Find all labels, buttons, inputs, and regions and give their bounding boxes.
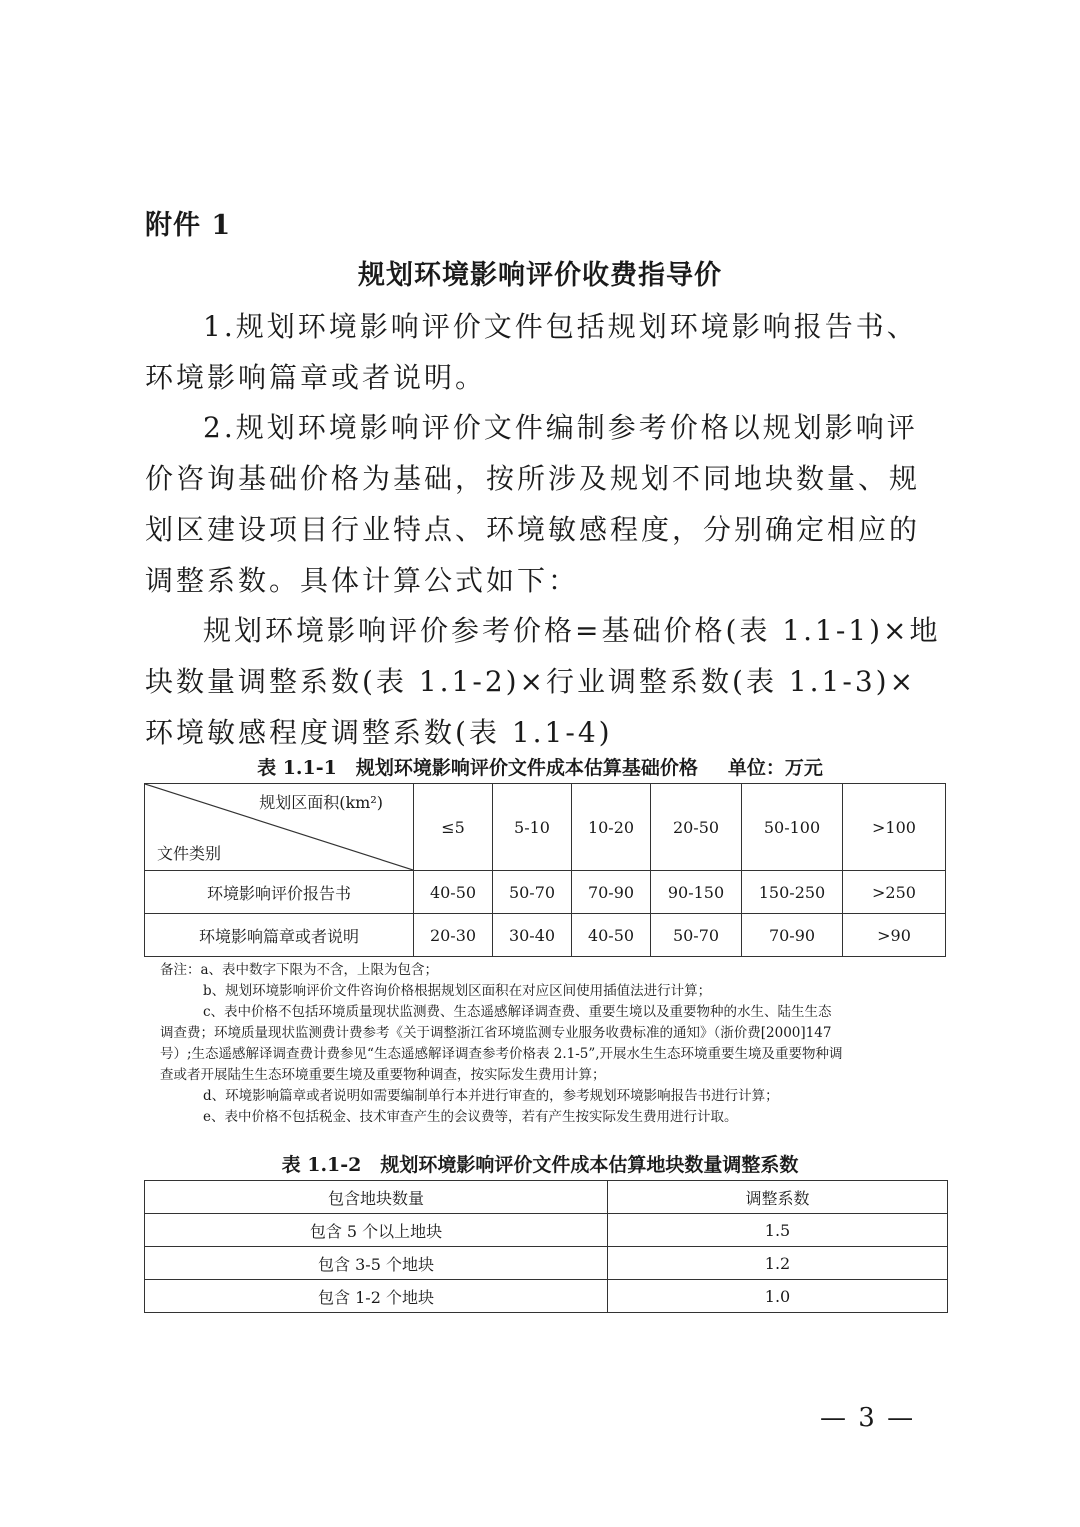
table-cell: 1.0 xyxy=(608,1280,948,1313)
column-header: 10-20 xyxy=(572,784,651,871)
table-cell: 150-250 xyxy=(742,871,843,914)
paragraph-3: 规划环境影响评价参考价格=基础价格(表 1.1-1)×地块数量调整系数(表 1.1-2)×行业调整系数(表 1.1-3)×环境敏感程度调整系数(表 1.1-4) xyxy=(145,614,941,749)
column-header: ≤5 xyxy=(414,784,493,871)
column-header: 50-100 xyxy=(742,784,843,871)
paragraph-1: 1.规划环境影响评价文件包括规划环境影响报告书、环境影响篇章或者说明。 xyxy=(145,310,918,394)
table-row xyxy=(145,784,946,871)
page-number: — 3 — xyxy=(820,1403,916,1433)
table-cell: 40-50 xyxy=(414,871,493,914)
table-row xyxy=(145,914,946,957)
table-row xyxy=(145,1181,948,1214)
document-title: 规划环境影响评价收费指导价 xyxy=(358,260,722,291)
table-cell: 70-90 xyxy=(572,871,651,914)
column-header: >100 xyxy=(843,784,946,871)
note-c-line2: 调查费；环境质量现状监测费计费参考《关于调整浙江省环境监测专业服务收费标准的通知》（浙价费[2000]147 xyxy=(160,1025,832,1041)
table-cell: 20-30 xyxy=(414,914,493,957)
table-notes xyxy=(160,960,950,1128)
file-type-header-label: 文件类别 xyxy=(157,844,222,863)
table1-caption-text: 表 1.1-1 规划环境影响评价文件成本估算基础价格 xyxy=(257,757,698,779)
table-row xyxy=(145,1280,948,1313)
column-header: 20-50 xyxy=(651,784,742,871)
table-row xyxy=(145,1214,948,1247)
table-row xyxy=(145,1247,948,1280)
table-cell: 70-90 xyxy=(742,914,843,957)
note-b: b、规划环境影响评价文件咨询价格根据规划区面积在对应区间使用插值法进行计算； xyxy=(203,983,712,999)
table2-caption: 表 1.1-2 规划环境影响评价文件成本估算地块数量调整系数 xyxy=(281,1154,799,1176)
base-price-table xyxy=(144,783,946,957)
paragraph-2: 2.规划环境影响评价文件编制参考价格以规划影响评价咨询基础价格为基础，按所涉及规划不同地块数量、规划区建设项目行业特点、环境敏感程度，分别确定相应的调整系数。具体计算公式如下： xyxy=(145,411,921,597)
table1-caption xyxy=(0,753,1080,780)
column-header: 包含地块数量 xyxy=(145,1181,608,1214)
table-cell: 40-50 xyxy=(572,914,651,957)
column-header: 5-10 xyxy=(493,784,572,871)
table-cell: >250 xyxy=(843,871,946,914)
note-e: e、表中价格不包括税金、技术审查产生的会议费等，若有产生按实际发生费用进行计取。 xyxy=(203,1109,738,1125)
note-a: 备注：a、表中数字下限为不含，上限为包含； xyxy=(160,962,439,978)
row-label: 环境影响评价报告书 xyxy=(145,871,414,914)
note-d: d、环境影响篇章或者说明如需要编制单行本并进行审查的，参考规划环境影响报告书进行计算； xyxy=(203,1088,779,1104)
note-c-line4: 查或者开展陆生生态环境重要生境及重要物种调查，按实际发生费用计算； xyxy=(160,1067,606,1083)
table-cell: 1.2 xyxy=(608,1247,948,1280)
note-c-line3: 号）;生态遥感解译调查费计费参见“生态遥感解译调查参考价格表 2.1-5”,开展水生生态环境重要生境及重要物种调 xyxy=(160,1046,843,1062)
attachment-label: 附件 1 xyxy=(145,210,232,241)
table-cell: 50-70 xyxy=(651,914,742,957)
table-cell: 包含 1-2 个地块 xyxy=(145,1280,608,1313)
area-header-label: 规划区面积(km²) xyxy=(259,793,383,812)
table-cell: 90-150 xyxy=(651,871,742,914)
parcel-coefficient-table xyxy=(144,1180,948,1313)
table-cell: 1.5 xyxy=(608,1214,948,1247)
note-c-line1: c、表中价格不包括环境质量现状监测费、生态遥感解译调查费、重要生境以及重要物种的水生、陆生生态 xyxy=(203,1004,832,1020)
diagonal-header-cell xyxy=(145,784,414,871)
column-header: 调整系数 xyxy=(608,1181,948,1214)
table-cell: 包含 3-5 个地块 xyxy=(145,1247,608,1280)
table-cell: >90 xyxy=(843,914,946,957)
table1-unit: 单位：万元 xyxy=(727,757,823,779)
table-row xyxy=(145,871,946,914)
table-cell: 包含 5 个以上地块 xyxy=(145,1214,608,1247)
table-cell: 30-40 xyxy=(493,914,572,957)
table-cell: 50-70 xyxy=(493,871,572,914)
row-label: 环境影响篇章或者说明 xyxy=(145,914,414,957)
